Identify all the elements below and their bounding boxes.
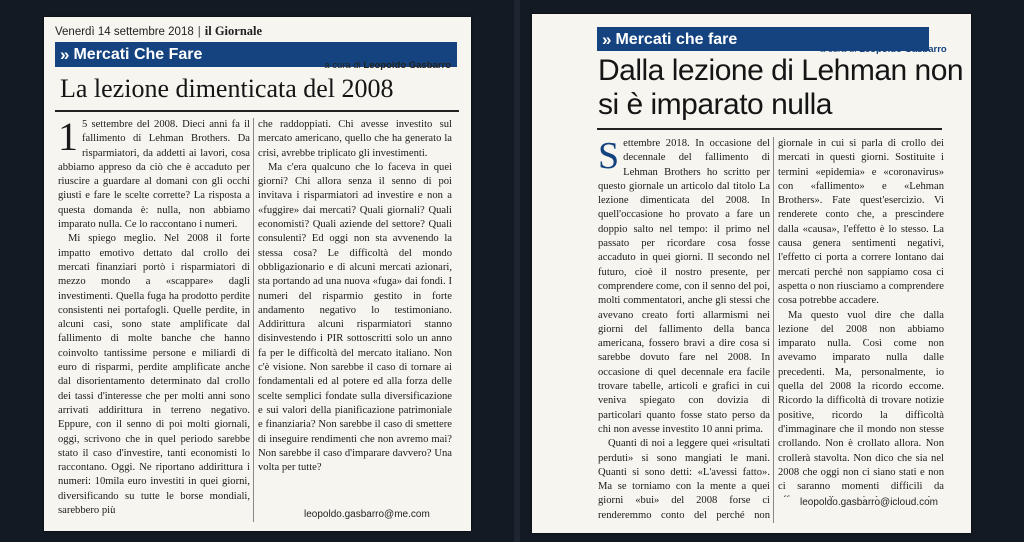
column-divider (773, 137, 774, 523)
headline-rule (597, 128, 942, 130)
drop-cap: 1 (58, 118, 78, 159)
chevron-icon: » (602, 30, 612, 49)
paragraph: Quanti di noi a leggere quei «risultati perduti» si sono mangiati le mani. Quanti si sono detti: «L'avessi fatto». Ma se torniamo con la mente a quei giorni «bui» del 2008 forse ci renderemmo conto del perché non (598, 438, 770, 521)
column-divider (253, 118, 254, 522)
publication-date: Venerdì 14 settembre 2018 (55, 26, 194, 38)
newspaper-clipping-2020 (532, 14, 971, 533)
curator-prefix: a cura di (820, 44, 857, 55)
article-column-2 (778, 137, 944, 497)
curator-name: Leopoldo Gasbarro (859, 44, 947, 55)
curator-name: Leopoldo Gasbarro (363, 60, 451, 71)
paragraph: Ma questo vuol dire che dalla lezione del 2008 non abbiamo imparato nulla. Così come non avevamo imparato nulla dalle precedenti. Ma, personalmente, io quella del 2008 la ricordo eccome. Ricordo la difficoltà di trovare notizie positive, ricordo la difficoltà d'immaginare che il mondo non stesse crollando. Non è crollato allora. Non crollerà stavolta. Non dico che sia nel 2008 che oggi non ci siano stati e non ci saranno momenti difficili da (778, 309, 944, 493)
chevron-icon: » (60, 45, 70, 64)
dateline-separator: | (197, 26, 201, 38)
article-column-2 (258, 118, 452, 498)
column-title: Mercati che fare (615, 31, 738, 48)
curator-credit (301, 60, 451, 71)
article-column-1 (598, 137, 770, 523)
paragraph: Settembre 2018. In occasione del decennale del fallimento di Lehman Brothers ho scritto per questo giornale un articolo dal titolo La lezione dimenticata del 2008. In quell'occasione ho provato a fare un doppio salto nel tempo: il primo nel passato per ricordare cosa fosse accaduto in quei giorni. Il secondo nel futuro, cioè il nostro presente, per comprendere come, con il senno del poi, molti commentatori, anche gli stessi che avevano creato forti allarmismi nei giorni del fallimento della banca americana, fossero bravi a dire cosa si sarebbe dovuto fare nel 2008. In occasione di quel decennale era facile trovare tabelle, articoli e grafici in cui veniva spiegato con dovizia di particolari quanto fosse stato perso da chi non avesse investito 10 anni prima. (598, 137, 770, 435)
drop-cap: S (598, 137, 620, 177)
paragraph: che raddoppiati. Chi avesse investito sul mercato americano, quello che ha generato la crisi, avrebbe triplicato gli investimenti. (258, 119, 452, 159)
paragraph: 1 5 settembre del 2008. Dieci anni fa il fallimento di Lehman Brothers. Da risparmiatori, da addetti ai lavori, cosa abbiamo appreso da ciò che è accaduto per riuscire a guardare al domani con gli occhi giusti e fare le scelte corrette? La risposta a questa domanda è: nulla, non abbiamo imparato nulla. Ce lo raccontano i numeri. (58, 118, 250, 231)
paragraph: Mi spiego meglio. Nel 2008 il forte impatto emotivo dettato dal crollo dei mercati finanziari portò i risparmiatori di mezzo mondo a «scappare» dagli investimenti. Quella fuga ha prodotto perdite consistenti nei portafogli. Quelle perdite, in alcuni casi, sono state amplificate dal fallimento di molte banche che hanno coinvolto tantissime persone e miliardi di euro di risparmi, perdite amplificate anche dal disorientamento determinato dal crollo dei tassi d'interesse che per molti anni sono arrivati addirittura in terreno negativo. Eppure, con il senno di poi molti giornali, oggi, scrivono che in quel periodo sarebbe stato il caso d'investire, tanti economisti lo raccontano. Oggi. Ne riportano addirittura i numeri: 10mila euro investiti in quei giorni, diversificando su tutte le borse mondiali, sarebbero più (58, 233, 250, 517)
column-title: Mercati Che Fare (73, 46, 203, 63)
curator-prefix: a cura di (324, 60, 361, 71)
author-email: leopoldo.gasbarro@icloud.com (800, 497, 939, 508)
article-column-1 (58, 118, 250, 522)
newspaper-clipping-2018 (44, 17, 471, 531)
dateline (55, 24, 262, 39)
newspaper-name: il Giornale (204, 24, 263, 38)
headline-rule (55, 110, 459, 112)
paragraph: Ma c'era qualcuno che lo faceva in quei giorni? Chi allora senza il senno di poi invitava i risparmiatori ad investire e non a «fuggire» dai mercati? Quali giornali? Quali economisti? Quali aziende del settore? Quali consulenti? Ed oggi non sta avvenendo la stessa cosa? Le difficoltà del mondo obbligazionario e di alcuni mercati azionari, sta portando ad una nuova «fuga» dai fondi. I numeri del risparmio gestito in forte andamento negativo lo testimoniano. Addirittura alcuni risparmiatori stanno disinvestendo i PIR sottoscritti solo un anno fa per le difficoltà del mercato italiano. Non c'è visione. Non sarebbe il caso di tornare ai fondamentali ed al potere ed alla forza delle scelte semplici fondate sulla diversificazione e sui valori della pianificazione patrimoniale e finanziaria? Non sarebbe il caso di smettere di inseguire rendimenti che non avremo mai? Non sarebbe il caso d'imparare davvero? Una volta per tutte? (258, 161, 452, 474)
article-headline: La lezione dimenticata del 2008 (60, 74, 394, 103)
author-email: leopoldo.gasbarro@me.com (304, 509, 430, 520)
article-headline: Dalla lezione di Lehman non si è imparato nulla (598, 54, 964, 121)
paragraph: giornale in cui si parla di crollo dei mercati in questi giorni. Sostituite i termini «epidemia» e «coronavirus» con «fallimento» e «Lehman Brothers». Fate quest'esercizio. Vi renderete conto che, a prescindere dalla «causa», l'effetto è lo stesso. La causa genera sentimenti negativi, l'effetto ci porta a correre lontano dai mercati perché non sappiamo cosa ci aspetta o non riusciamo a comprendere cosa potrebbe accadere. (778, 138, 944, 307)
